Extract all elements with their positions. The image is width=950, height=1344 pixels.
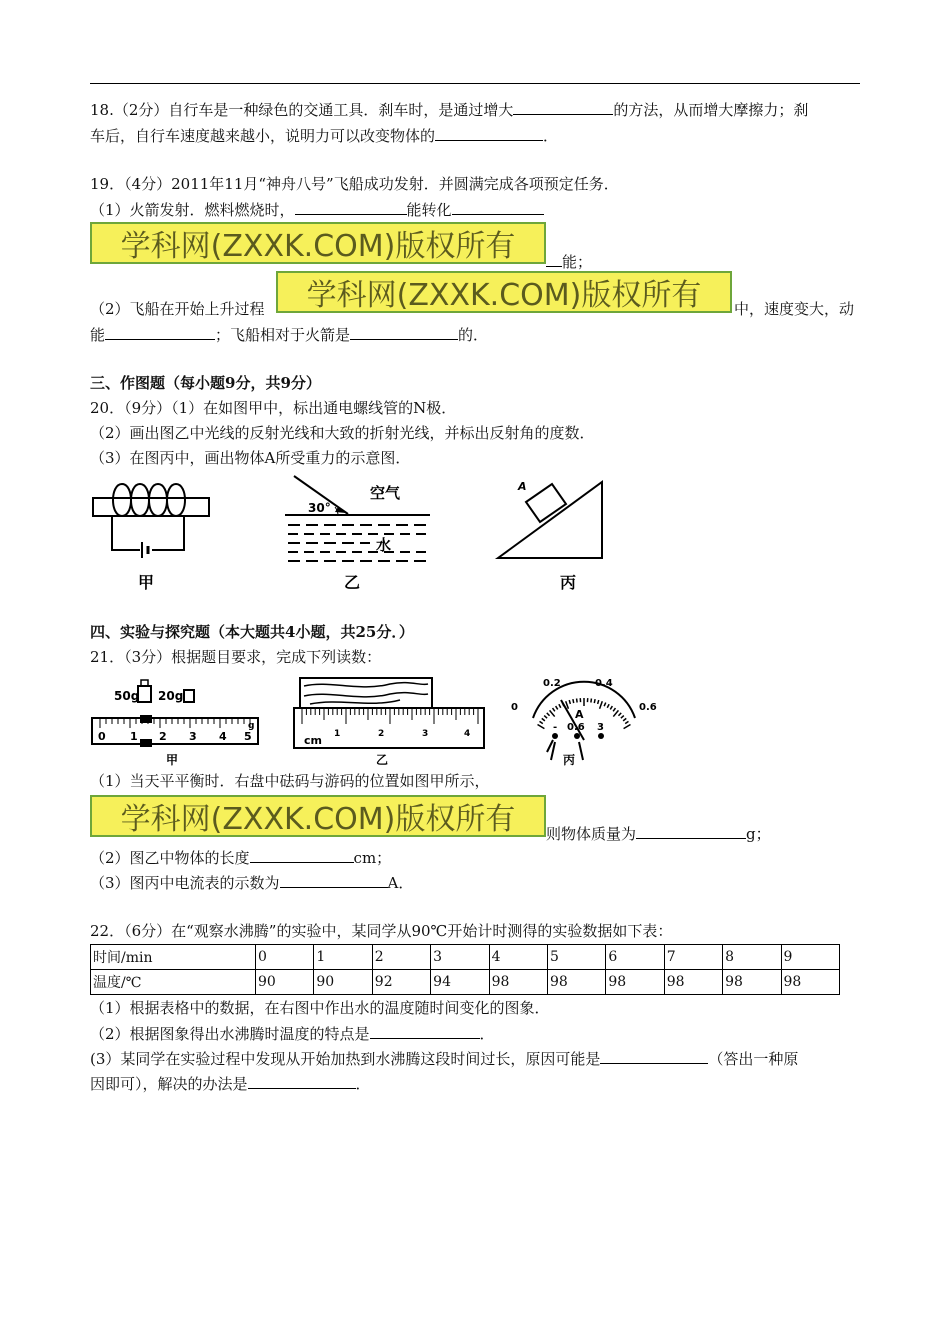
figure-label-jia: 甲 [166, 753, 179, 767]
q20-line3: （3）在图丙中，画出物体A所受重力的示意图． [90, 449, 411, 467]
table-cell: 时间/min [91, 945, 256, 970]
watermark-banner: 学科网(ZXXK.COM)版权所有 [276, 271, 732, 313]
table-cell: 98 [606, 970, 664, 995]
water-lines [288, 525, 430, 561]
q21-item2 [90, 847, 391, 868]
table-cell: 94 [431, 970, 489, 995]
table-row [91, 970, 840, 995]
table-cell: 90 [314, 970, 372, 995]
table-cell: 92 [372, 970, 430, 995]
q20-line1: 20．（9分）（1）在如图甲中，标出通电螺线管的N极． [90, 399, 457, 417]
table-cell: 4 [489, 945, 547, 970]
q18-text-b: 的方法，从而增大摩擦力；刹 [613, 101, 809, 119]
figure-label-jia: 甲 [138, 573, 155, 592]
q19-line4b: 中，速度变大，动 [734, 300, 855, 318]
q18-text-c: 车后，自行车速度越来越小，说明力可以改变物体的 [90, 127, 436, 145]
answer-blank[interactable] [250, 847, 354, 863]
table-cell: 98 [547, 970, 605, 995]
svg-text:0.6: 0.6 [639, 702, 657, 713]
weight-20g: 20g [158, 689, 184, 703]
answer-blank[interactable] [350, 324, 458, 340]
table-cell: 7 [664, 945, 722, 970]
data-table [90, 944, 840, 995]
beam-scale-numbers [98, 730, 252, 743]
answer-blank[interactable] [513, 99, 613, 115]
q22-line1: 22．（6分）在“观察水沸腾”的实验中，某同学从90℃开始计时测得的实验数据如下表： [90, 922, 673, 940]
q21-text-f: A． [387, 874, 414, 892]
table-cell: 5 [547, 945, 605, 970]
q22-text-d: （答出一种原 [708, 1050, 799, 1068]
incline-figure [490, 470, 610, 595]
water-label: 水 [376, 536, 392, 554]
balance-beam [92, 718, 258, 744]
ruler-numbers [334, 729, 470, 739]
svg-text:5: 5 [244, 730, 252, 743]
q21-text-b: g； [746, 825, 771, 843]
air-label: 空气 [370, 484, 401, 502]
table-cell: 90 [256, 970, 314, 995]
q21-item1: （1）当天平平衡时．右盘中砝码与游码的位置如图甲所示， [90, 772, 490, 790]
watermark-banner: 学科网(ZXXK.COM)版权所有 [90, 795, 546, 837]
figure-label-bing: 丙 [560, 573, 577, 592]
q19-text-e: ；飞船相对于火箭是 [215, 326, 351, 344]
svg-text:2: 2 [378, 729, 385, 739]
ammeter-figure [505, 672, 665, 772]
q19-text-c: 能； [562, 253, 593, 271]
q19-line5 [90, 324, 488, 345]
answer-blank[interactable] [295, 199, 407, 215]
q21-item3 [90, 872, 413, 893]
section4-heading: 四、实验与探究题（本大题共4小题，共25分．） [90, 623, 414, 641]
svg-text:0.6: 0.6 [567, 722, 585, 733]
q22-item2 [90, 1023, 495, 1044]
q22-item4 [90, 1073, 371, 1094]
ammeter-scale [511, 678, 657, 713]
q18-text-a: 18.（2分）自行车是一种绿色的交通工具．刹车时，是通过增大 [90, 101, 514, 119]
table-cell: 温度/℃ [91, 970, 256, 995]
q21-item1b [546, 823, 771, 844]
table-cell: 2 [372, 945, 430, 970]
svg-text:1: 1 [130, 730, 138, 743]
incline [498, 482, 602, 558]
solenoid-figure [90, 470, 215, 595]
figure-label-yi: 乙 [344, 573, 361, 592]
q19-text-a: （1）火箭发射．燃料燃烧时， [90, 201, 295, 219]
ruler-figure [290, 672, 490, 767]
q22-item3 [90, 1048, 798, 1069]
svg-text:1: 1 [334, 729, 341, 739]
table-cell: 98 [489, 970, 547, 995]
table-cell: 6 [606, 945, 664, 970]
answer-blank[interactable] [435, 125, 543, 141]
block-a [526, 484, 566, 522]
block-label: A [518, 480, 527, 493]
q21-line: 21．（3分）根据题目要求，完成下列读数： [90, 648, 382, 666]
q22-item1: （1）根据表格中的数据，在右图中作出水的温度随时间变化的图象． [90, 999, 550, 1017]
table-cell: 8 [723, 945, 781, 970]
answer-blank[interactable] [636, 823, 746, 839]
ruler-unit: cm [304, 734, 322, 747]
table-cell: 1 [314, 945, 372, 970]
watermark-banner: 学科网(ZXXK.COM)版权所有 [90, 222, 546, 264]
q19-line1: 19．（4分）2011年11月“神舟八号”飞船成功发射．并圆满完成各项预定任务． [90, 175, 619, 193]
weight-50g: 50g [114, 689, 140, 703]
svg-text:4: 4 [464, 729, 471, 739]
answer-blank[interactable] [452, 199, 544, 215]
svg-text:3: 3 [597, 722, 604, 733]
q19-text-d: 能 [90, 326, 106, 344]
refraction-figure [280, 470, 440, 595]
q19-text-f: 的． [458, 326, 489, 344]
svg-text:3: 3 [422, 729, 429, 739]
table-cell: 3 [431, 945, 489, 970]
figure-label-yi: 乙 [376, 753, 389, 767]
q18-line1 [90, 99, 808, 120]
q22-text-f: ． [355, 1075, 371, 1093]
q20-line2: （2）画出图乙中光线的反射光线和大致的折射光线，并标出反射角的度数． [90, 424, 595, 442]
q19-line2 [90, 199, 544, 220]
q21-text-d: cm； [353, 849, 392, 867]
q22-text-e: 因即可），解决的办法是 [90, 1075, 248, 1093]
table-cell: 98 [781, 970, 839, 995]
svg-text:0.4: 0.4 [595, 678, 613, 689]
q21-text-c: （2）图乙中物体的长度 [90, 849, 250, 867]
answer-blank[interactable] [248, 1073, 356, 1089]
answer-blank[interactable] [370, 1023, 480, 1039]
answer-blank[interactable] [105, 324, 215, 340]
svg-text:0: 0 [98, 730, 106, 743]
balance-figure [90, 672, 265, 767]
figure-label-bing: 丙 [563, 753, 576, 767]
answer-blank[interactable] [546, 251, 562, 267]
table-row [91, 945, 840, 970]
answer-blank[interactable] [600, 1048, 708, 1064]
q22-text-a: （2）根据图象得出水沸腾时温度的特点是 [90, 1025, 370, 1043]
header-rule [90, 83, 860, 84]
svg-text:0.2: 0.2 [543, 678, 561, 689]
angle-label: 30° [308, 501, 331, 515]
q22-text-c: (3）某同学在实验过程中发现从开始加热到水沸腾这段时间过长，原因可能是 [90, 1050, 601, 1068]
q21-text-e: （3）图丙中电流表的示数为 [90, 874, 280, 892]
svg-text:0: 0 [511, 702, 518, 713]
table-cell: 98 [664, 970, 722, 995]
q18-text-d: ． [543, 127, 559, 145]
q19-text-b: 能转化 [406, 201, 452, 219]
answer-blank[interactable] [280, 872, 388, 888]
q18-line2 [90, 125, 558, 146]
q19-line3 [546, 251, 592, 272]
table-cell: 98 [723, 970, 781, 995]
svg-text:2: 2 [159, 730, 167, 743]
q22-text-b: ． [479, 1025, 495, 1043]
table-cell: 0 [256, 945, 314, 970]
svg-text:-: - [553, 722, 558, 733]
q19-line4a: （2）飞船在开始上升过程 [90, 300, 265, 318]
table-cell: 9 [781, 945, 839, 970]
section3-heading: 三、作图题（每小题9分，共9分） [90, 374, 321, 392]
svg-text:4: 4 [219, 730, 227, 743]
svg-text:g: g [248, 721, 255, 731]
svg-text:3: 3 [189, 730, 197, 743]
ammeter-unit: A [575, 708, 584, 721]
q21-text-a: 则物体质量为 [546, 825, 637, 843]
